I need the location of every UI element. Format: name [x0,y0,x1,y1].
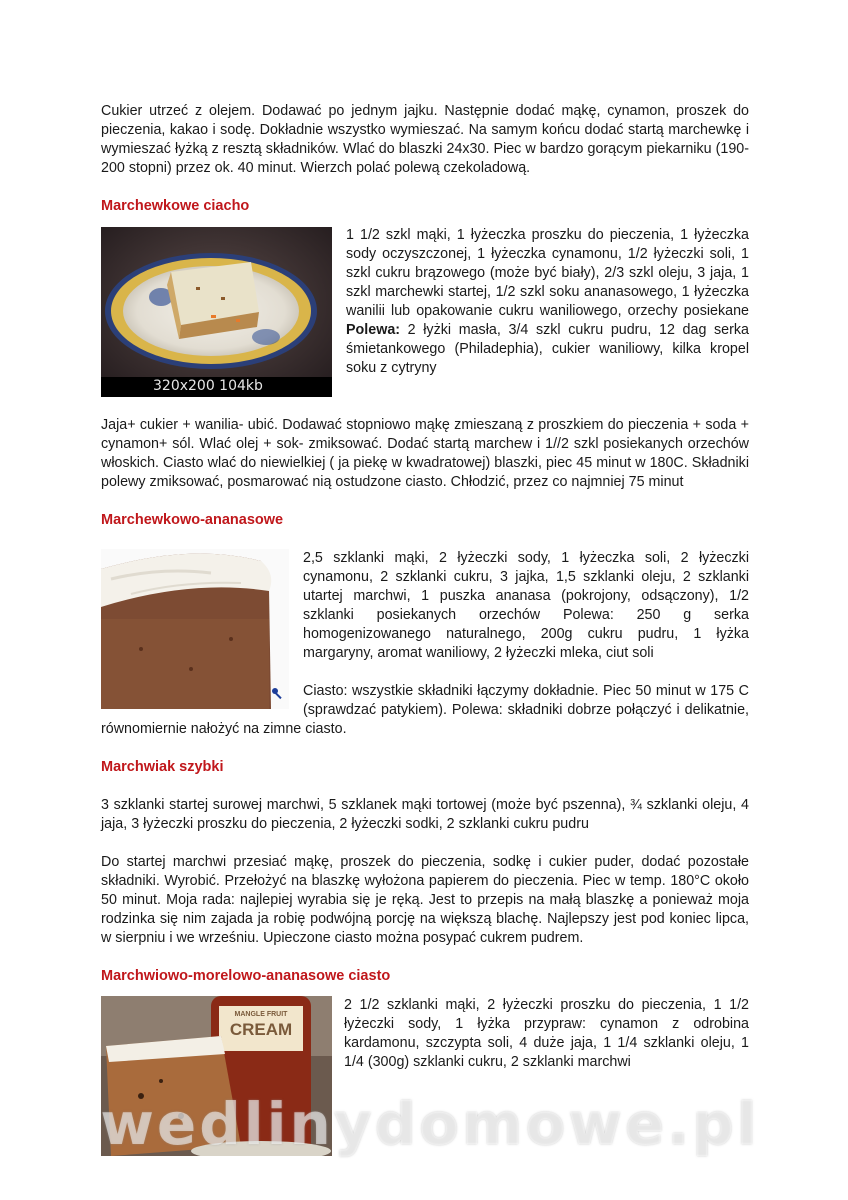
recipe-title-marchewkowo-ananasowe: Marchewkowo-ananasowe [101,512,284,528]
recipe-title-marchwiak-szybki: Marchwiak szybki [101,759,224,775]
cake-and-jar-photo [101,996,332,1156]
recipe-title-marchewkowe-ciacho: Marchewkowe ciacho [101,198,250,214]
recipe-4-ingredients: 2 1/2 szklanki mąki, 2 łyżeczki proszku do pieczenia, 1 1/2 łyżeczki sody, 1 łyżka przypraw: cynamon z odrobina kardamonu, szczypta soli, 4 duże jaja, 1 1/4 szklanki oleju, 1 1/4 (300g) szklanki cukru, 2 szklanki marchwi [344,997,749,1070]
key-icon [271,687,285,701]
intro-paragraph: Cukier utrzeć z olejem. Dodawać po jednym jajku. Następnie dodać mąkę, cynamon, proszek do pieczenia, kakao i sodę. Dokładnie wszystko wymieszać. Na samym końcu dodać startą marchewkę i wymieszać łyżką z resztą składników. Wlać do blaszki 24x30. Piec w bardzo gorącym piekarniku (190-200 stopni) przez ok. 40 minut. Wierzch polać polewą czekoladową. [101,103,749,176]
jar-label-small: MANGLE FRUIT [234,1011,288,1018]
jar-label-big: CREAM [229,1020,293,1039]
recipe-title-marchwiowo-morelowo-ananasowe: Marchwiowo-morelowo-ananasowe ciasto [101,968,391,984]
frosted-cake-photo [101,549,289,709]
recipe-2-method: Ciasto: wszystkie składniki łączymy dokładnie. Piec 50 minut w 175 C (sprawdzać patykiem). Polewa: składniki dobrze połączyć i delikatnie, równomiernie nałożyć na zimne ciasto. [101,683,749,737]
recipe-1-method: Jaja+ cukier + wanilia- ubić. Dodawać stopniowo mąkę zmieszaną z proszkiem do pieczenia + soda + cynamon+ sól. Wlać olej + sok- zmiksować. Dodać startą marchew i 1//2 szkl posiekanych orzechów włoskich. Ciasto wlać do niewielkiej ( ja piekę w kwadratowej) blaszki, piec 45 minut w 180C. Składniki polewy zmiksować, posmarować nią ostudzone ciasto. Chłodzić, przez co najmniej 75 minut [101,417,749,490]
recipe-3-ingredients: 3 szklanki startej surowej marchwi, 5 szklanek mąki tortowej (może być pszenna), ¾ szklanki oleju, 4 jaja, 3 łyżeczki proszku do pieczenia, 2 łyżeczki sodki, 2 szklanki cukru pudru [101,797,749,832]
cake-slice-photo [101,227,332,397]
recipe-1-ingredients: 1 1/2 szkl mąki, 1 łyżeczka proszku do pieczenia, 1 łyżeczka sody oczyszczonej, 1 łyżeczka cynamonu, 1/2 łyżeczki soli, 1 szkl cukru brązowego (może być biały), 2/3 szkl oleju, 3 jaja, 1 szkl marchewki startej, 1/2 szkl soku ananasowego, 1 łyżeczka wanilii lub opakowanie cukru waniliowego, orzechy posiekane Polewa: 2 łyżki masła, 3/4 szkl cukru pudru, 12 dag serka śmietankowego (Philadephia), cukier waniliowy, kilka kropel soku z cytryny [346,227,749,376]
photo-caption: 320x200 104kb [153,378,263,394]
recipe-2-ingredients: 2,5 szklanki mąki, 2 łyżeczki sody, 1 łyżeczka soli, 2 łyżeczki cynamonu, 2 szklanki cukru, 3 jajka, 1,5 szklanki oleju, 2 szklanki utartej marchwi, 1 puszka ananasa (pokrojony, odsączony), 1/2 szklanki posiekanych orzechów Polewa: 250 g serka homogenizowanego naturalnego, 200g cukru pudru, 1 łyżka margaryny, aromat waniliowy, 2 łyżeczki mleka, ciut soli [303,550,749,661]
document-page [101,102,749,1156]
site-watermark: wedlinydomowe.pl [100,1090,760,1158]
recipe-3-method: Do startej marchwi przesiać mąkę, proszek do pieczenia, sodkę i cukier puder, dodać pozostałe składniki. Wyrobić. Przełożyć na blaszkę wyłożona papierem do pieczenia. Piec w temp. 180°C około 50 minut. Moja rada: najlepiej wyrabia się je ręką. Jest to przepis na małą blaszkę a ponieważ moja rodzinka się nim zajada ja robię podwójną porcję na większą blachę. Najlepszy jest pod koniec lipca, w sierpniu i we wrześniu. Upieczone ciasto można posypać cukrem pudrem. [101,854,749,946]
